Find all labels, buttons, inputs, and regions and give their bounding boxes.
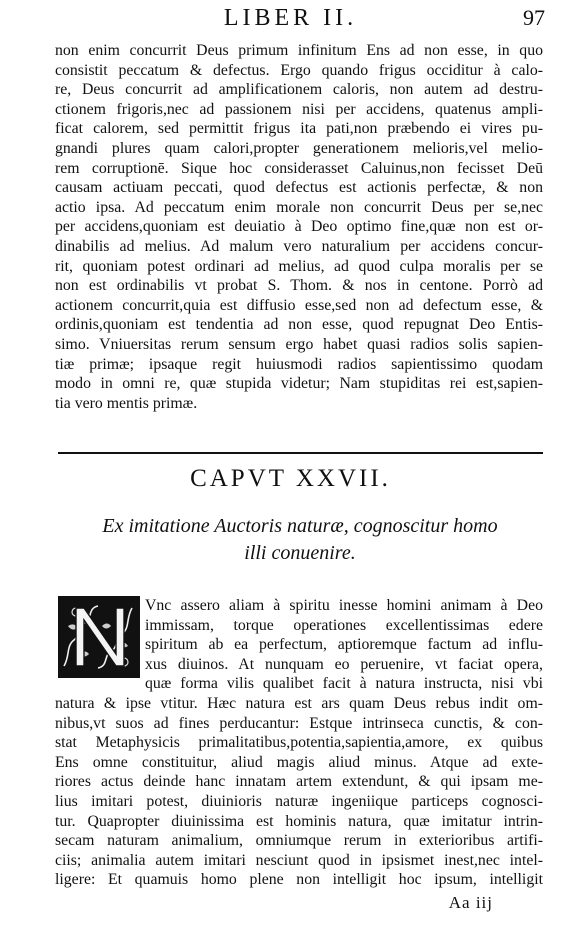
text-line: actio ipsa. Ad peccatum enim morale non concurrit Deus per se,nec (55, 198, 543, 216)
text-line: simo. Vniuersitas rerum sensum ergo habet quasi radios solis sapien- (55, 335, 543, 353)
text-line: non est ordinabilis vt probat S. Thom. & nos in centone. Porrò ad (55, 277, 543, 295)
text-line: per accidens,quoniam est deuiatio à Deo optimo fine,quæ non est or- (55, 218, 543, 236)
text-line: ciis; animalia autem imitari nesciunt quod in ipsismet inest,nec intel- (55, 851, 543, 869)
text-line: non enim concurrit Deus primum infinitum Ens ad non esse, in quo (55, 42, 543, 59)
text-line: ficat calorem, sed permittit frigus ita pati,non præbendo ei vires pu- (55, 120, 543, 138)
text-line: ctionem frigoris,nec ad passionem nisi per accidens, quatenus ampli- (55, 100, 543, 118)
text-line: stat Metaphysicis primalitatibus,potentia,sapientia,amore, ex quibus (55, 734, 543, 752)
text-line: quæ forma vilis qualibet facit à natura instructa, nisi vbi (145, 675, 543, 693)
text-line: xus diuinos. At nunquam eo peruenire, vt faciat opera, (145, 655, 543, 673)
text-line: Ens omne constituitur, aliud magis aliud minus. Atque ad exte- (55, 753, 543, 771)
text-line: lius imitari potest, diuinioris naturæ ingeniique particeps cognosci- (55, 792, 543, 810)
section-divider (58, 452, 543, 454)
text-line: ordinis,quoniam est tendentia ad non esse, quod repugnat Deo Entis- (55, 316, 543, 334)
text-line: riores actus deinde hanc innatam artem extendunt, & qui ipsam me- (55, 773, 543, 791)
page-number: 97 (523, 5, 545, 30)
text-line: tiæ primæ; ipsaque regit huiusmodi radios sapientissimo quodam (55, 355, 543, 373)
paragraph-1 (55, 41, 543, 413)
text-line: ligere: Et quamuis homo plene non intelligit hoc ipsum, intelligit (55, 871, 543, 889)
text-line: actionem concurrit,quia est diffusio esse,sed non ad defectum esse, & (55, 296, 543, 314)
chapter-title: CAPVT XXVII. (190, 465, 391, 492)
subtitle-line: Ex imitatione Auctoris naturæ, cognoscitur homo (102, 515, 498, 537)
text-line: nibus,vt suos ad fines perducantur: Estque intrinseca cunctis, & con- (55, 714, 543, 732)
text-line: rit, quoniam potest ordinari ad melius, ad quod culpa moralis per se (55, 257, 543, 275)
text-line: secam naturam animalium, omniumque rerum in exterioribus artifi- (55, 832, 543, 850)
text-line: rem corruptionē. Sique hoc considerasset Caluinus,non fecisset Deū (55, 159, 543, 177)
text-line: re, Deus concurrit ad amplificationem caloris, non autem ad destru- (55, 81, 543, 99)
running-title: LIBER II. (223, 5, 358, 31)
paragraph-2 (55, 596, 543, 890)
text-line: dinabilis ad melius. Ad malum vero naturalium per accidens concur- (55, 237, 543, 255)
running-head (0, 5, 581, 41)
text-line: modo in omni re, quæ stupida videtur; Nam stupiditas rei est,sapien- (55, 375, 543, 393)
text-line: causam actiuam peccati, quod defectus est actionis perfectæ, & non (55, 179, 543, 197)
signature-mark: Aa iij (448, 893, 493, 912)
text-line: gnandi plures quam calori,propter generationem melioris,vel melio- (55, 139, 543, 157)
text-line: Vnc assero aliam à spiritu inesse homini animam à Deo (145, 597, 543, 614)
text-line: consistit peccatum & defectus. Ergo quando frigus occiditur à calo- (55, 61, 543, 79)
text-line: tia vero mentis primæ. (55, 394, 198, 412)
text-line: spiritum ab ea perfectum, aptioremque factum ad influ- (145, 636, 543, 654)
subtitle-line: illi conuenire. (244, 542, 356, 564)
text-line: natura & ipse vtitur. Hæc natura est ars quam Deus rebus indit om- (55, 694, 543, 712)
chapter-subtitle (60, 513, 540, 567)
text-line: tur. Quapropter diuinissima est hominis natura, quæ imitatur intrin- (55, 812, 543, 830)
text-line: immissam, torque operationes excellentissimas edere (145, 616, 543, 634)
